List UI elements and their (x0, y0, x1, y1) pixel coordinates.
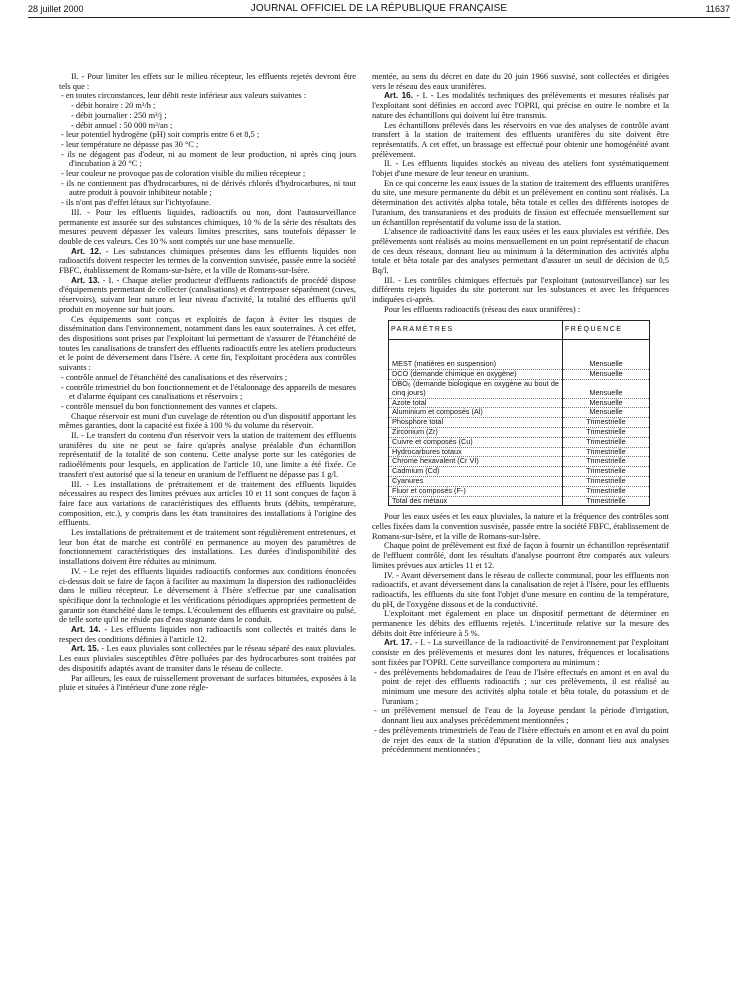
limits-list (59, 91, 356, 207)
paragraph: En ce qui concerne les eaux issues de la station de traitement des effluents uranifères du site, une mesure permanente du débit et un prélèvement en continu sont réalisés. La détermination des activités alpha totale, bêta totale et celles des différents isotopes de l'uranium, des transuraniens et des produits de fission est effectuée mensuellement sur un échantillon représentatif du volume issu de la station. (372, 178, 669, 227)
paragraph: Chaque réservoir est muni d'un cuvelage de rétention ou d'un dispositif apportant les mêmes garanties, dont la capacité est fixée à 100 % du volume du réservoir. (59, 411, 356, 431)
parameters-table (388, 320, 650, 507)
frequency-cell: Trimestrielle (563, 437, 650, 447)
list-item: - en toutes circonstances, leur débit reste inférieur aux valeurs suivantes : (61, 91, 307, 101)
parameter-cell: DCO (demande chimique en oxygène) (389, 370, 563, 380)
list-item: - débit horaire : 20 m³/h ; (71, 101, 156, 111)
list-item: - contrôle trimestriel du bon fonctionnement et de l'étalonnage des appareils de mesures et d'alarme équipant ces canalisations et réservoirs ; (61, 382, 356, 402)
frequency-cell: Mensuelle (563, 370, 650, 380)
parameter-cell: Hydrocarbures totaux (389, 447, 563, 457)
table-row (389, 486, 650, 496)
article-text: - I. - Chaque atelier producteur d'effluents radioactifs de procédé dispose d'équipements permettant de collecter (canalisations) et d'entreposer séparément (cuves, réservoirs), suivant leur nature et leur niveau d'activité, la totalité des effluents qu'il produit en moyenne sur huit jours. (59, 275, 356, 314)
list-item: - contrôle annuel de l'étanchéité des canalisations et des réservoirs ; (61, 372, 288, 382)
article-14 (59, 625, 356, 644)
paragraph: mentée, au sens du décret en date du 20 juin 1966 susvisé, sont collectées et dirigées vers le réseau des eaux uranifères. (372, 72, 669, 91)
paragraph: II. - Le transfert du contenu d'un réservoir vers la station de traitement des effluents uranifères du site ne peut se faire qu'après analyse préalable d'un échantillon représentatif de la totalité de son contenu. Cette analyse porte sur les catégories de radioéléments pour lesquels, en application de l'article 10, une limite a été fixée. Ce transfert n'est autorisé que si la teneur en uranium de l'effluent ne dépasse pas 1 g/l. (59, 431, 356, 479)
article-text: - I. - Les modalités techniques des prélèvements et mesures réalisés par l'exploitant sont définies en accord avec l'OPRI, qui précise en outre le nombre et la nature des échantillons qui doivent lui être transmis. (372, 91, 669, 120)
frequency-cell: Trimestrielle (563, 418, 650, 428)
paragraph: Les installations de prétraitement et de traitement sont régulièrement entretenues, et leur bon état de marche est contrôlé en permanence au moyen des paramètres de fonctionnement caractéristiques des installations. Les durées d'indisponibilité des installations doivent être réduites au minimum. (59, 528, 356, 567)
table-row (389, 476, 650, 486)
frequency-cell: Trimestrielle (563, 457, 650, 467)
article-label: Art. 16. (384, 91, 413, 101)
article-text: - Les eaux pluviales sont collectées par le réseau séparé des eaux pluviales. Les eaux pluviales susceptibles d'être polluées par des hydrocarbures sont traitées par des dispositifs adaptés avant de transiter dans le réseau de collecte. (59, 644, 356, 673)
issue-date: 28 juillet 2000 (28, 4, 84, 14)
surveillance-list (372, 668, 669, 755)
article-label: Art. 12. (71, 246, 102, 256)
paragraph: L'exploitant met également en place un dispositif permettant de déterminer en permanence les débits des effluents rejetés. L'incertitude relative sur la mesure des débits doit être inférieure à 5 %. (372, 609, 669, 638)
journal-title: JOURNAL OFFICIEL DE LA RÉPUBLIQUE FRANÇAISE (250, 3, 508, 14)
table-row (389, 418, 650, 428)
left-column (59, 72, 356, 693)
paragraph: Les échantillons prélevés dans les réservoirs en vue des analyses de contrôle avant transfert à la station de traitement des effluents uranifères du site doivent être représentatifs. A cet effet, un brassage est effectué pour obtenir une homogénéité avant prélèvement. (372, 120, 669, 159)
article-text: - Les substances chimiques présentes dans les effluents liquides non radioactifs doivent respecter les termes de la convention susvisée, passée entre la société FBFC, établissement de Romans-sur-Isère, et la ville de Romans-sur-Isère. (59, 246, 357, 276)
article-text: - I. - La surveillance de la radioactivité de l'environnement par l'exploitant consiste en des prélèvements et mesures dont les natures, fréquences et localisations sont fixées par l'OPRI. Cette surveillance comportera au minimum : (372, 638, 669, 667)
list-item: - ils ne contiennent pas d'hydrocarbures, ni de dérivés chlorés d'hydrocarbures, ni tout autre produit à pouvoir inhibiteur notable ; (61, 178, 356, 198)
article-label: Art. 15. (71, 644, 99, 654)
article-label: Art. 17. (384, 638, 413, 648)
paragraph: III. - Les contrôles chimiques effectués par l'exploitant (autosurveillance) sur les différents rejets liquides du site porteront sur les substances et avec les fréquences indiquées ci-après. (372, 275, 669, 305)
table-row (389, 379, 650, 398)
table-header-row (389, 320, 650, 340)
frequency-cell: Trimestrielle (563, 476, 650, 486)
frequency-cell: Trimestrielle (563, 447, 650, 457)
parameter-cell: MEST (matières en suspension) (389, 340, 563, 370)
list-item: - un prélèvement mensuel de l'eau de la Joyeuse pendant la période d'irrigation, donnant lieu aux analyses précédemment mentionnées ; (374, 706, 669, 726)
table-row (389, 370, 650, 380)
list-item: - débit journalier : 250 m³/j ; (71, 110, 167, 120)
paragraph: II. - Pour limiter les effets sur le milieu récepteur, les effluents rejetés devront être tels que : (59, 72, 356, 91)
list-item: - des prélèvements hebdomadaires de l'eau de l'Isère effectués en amont et en aval du point de rejet des effluents radioactifs ; sur ces prélèvements, il est réalisé au minimum une mesure des activités alpha totale et bêta totale, du potassium et de l'uranium ; (374, 667, 669, 706)
article-13 (59, 276, 356, 315)
article-text: - Les effluents liquides non radioactifs sont collectés et traités dans le respect des conditions définies à l'article 12. (59, 625, 356, 644)
parameter-cell: Zirconium (Zr) (389, 427, 563, 437)
table-row (389, 467, 650, 477)
list-item: - débit annuel : 50 000 m³/an ; (71, 120, 173, 130)
paragraph: Par ailleurs, les eaux de ruissellement provenant de surfaces bitumées, exposées à la pluie et situées à l'intérieur d'une zone régle- (59, 673, 356, 693)
table-row (389, 437, 650, 447)
article-16 (372, 91, 669, 120)
page-header (28, 3, 730, 17)
table-row (389, 496, 650, 506)
parameter-cell: DBO₅ (demande biologique en oxygène au bout de cinq jours) (389, 379, 563, 398)
parameter-cell: Fluor et composés (F-) (389, 486, 563, 496)
parameter-cell: Azote total (389, 398, 563, 408)
parameter-cell: Aluminium et composés (Al) (389, 408, 563, 418)
frequency-cell: Mensuelle (563, 398, 650, 408)
controls-list (59, 373, 356, 412)
paragraph: IV. - Le rejet des effluents liquides radioactifs conformes aux conditions énoncées ci-dessus doit se faire de façon à faciliter au maximum la dispersion des radionucléides dans le milieu récepteur. Le déversement à l'Isère s'effectue par une canalisation spécifique dont la technologie et les vérifications périodiques appropriées permettent de garantir son étanchéité dans le temps. L'écoulement des effluents est gravitaire ou pulsé, de telle sorte qu'il ne réside pas d'eau stagnante dans le conduit. (59, 566, 356, 625)
list-item: - contrôle mensuel du bon fonctionnement des vannes et clapets. (61, 401, 278, 411)
column-header-frequency: FRÉQUENCE (563, 320, 650, 340)
frequency-cell: Trimestrielle (563, 427, 650, 437)
paragraph: Pour les effluents radioactifs (réseau des eaux uranifères) : (384, 304, 581, 314)
frequency-cell: Mensuelle (563, 340, 650, 370)
paragraph: Chaque point de prélèvement est fixé de façon à fournir un échantillon représentatif de l'effluent contrôlé, dont les résultats d'analyse pourront être comparés aux valeurs limites prévues aux articles 11 et 12. (372, 541, 669, 570)
article-label: Art. 13. (71, 275, 100, 285)
paragraph: IV. - Avant déversement dans le réseau de collecte communal, pour les effluents non radioactifs, et avant déversement dans la canalisation de rejet à l'Isère, pour les effluents radioactifs, les effluents du site font l'objet d'une mesure en continu de la température, du pH, de l'oxygène dissous et de la conductivité. (372, 570, 669, 609)
parameter-cell: Cuivre et composés (Cu) (389, 437, 563, 447)
list-item: - leur couleur ne provoque pas de coloration visible du milieu récepteur ; (61, 169, 306, 179)
article-12 (59, 247, 356, 276)
parameter-cell: Phosphore total (389, 418, 563, 428)
right-column (372, 72, 669, 755)
frequency-cell: Trimestrielle (563, 486, 650, 496)
list-item: - des prélèvements trimestriels de l'eau de l'Isère effectués en amont et en aval du point de rejet des eaux de la station d'épuration de la ville, donnant lieu aux analyses précédemment mentionnées ; (374, 725, 669, 755)
list-item: - leur potentiel hydrogène (pH) soit compris entre 6 et 8,5 ; (61, 130, 260, 140)
paragraph: Pour les eaux usées et les eaux pluviales, la nature et la fréquence des contrôles sont celles fixées dans la convention susvisée, passée entre la société FBFC, établissement de Romans-sur-Isère, et la ville de Romans-sur-Isère. (372, 512, 669, 541)
parameter-cell: Cyanures (389, 476, 563, 486)
frequency-cell: Trimestrielle (563, 496, 650, 506)
article-15 (59, 644, 356, 673)
parameter-cell: Cadmium (Cd) (389, 467, 563, 477)
header-rule (28, 17, 730, 18)
table-row (389, 427, 650, 437)
parameter-cell: Total des métaux (389, 496, 563, 506)
page-number: 11637 (705, 4, 730, 14)
frequency-cell: Mensuelle (563, 408, 650, 418)
article-17 (372, 638, 669, 667)
paragraph: III. - Pour les effluents liquides, radioactifs ou non, dont l'autosurveillance permanente est assurée sur des substances chimiques, 10 % de la série des résultats des mesures peuvent dépasser les valeurs limites prescrites, sans toutefois dépasser le double de ces valeurs. Ces 10 % sont comptés sur une base mensuelle. (59, 207, 356, 246)
paragraph: II. - Les effluents liquides stockés au niveau des ateliers font systématiquement l'objet d'une mesure de leur teneur en uranium. (372, 159, 669, 179)
column-header-parameters: PARAMÈTRES (389, 320, 563, 340)
paragraph: Ces équipements sont conçus et exploités de façon à éviter les risques de dissémination dans l'environnement, notamment dans les eaux souterraines. À cet effet, des dispositions sont prises par l'exploitant lui permettant de s'assurer de l'étanchéité de toutes les canalisations de transfert des effluents radioactifs entre les ateliers producteurs et le point de déversement dans l'Isère. A cette fin, l'exploitant procèdera aux contrôles suivants : (59, 314, 356, 373)
list-item: - leur température ne dépasse pas 30 °C ; (61, 139, 199, 149)
article-label: Art. 14. (71, 625, 101, 635)
paragraph: III. - Les installations de prétraitement et de traitement des effluents liquides nécessaires au respect des limites prévues aux articles 10 et 11 sont conçues de façon à faire face aux variations de caractéristiques des effluents bruts (débits, température, composition, etc.), y compris dans les états transitoires des installations à l'origine des effluents. (59, 479, 356, 528)
frequency-cell: Mensuelle (563, 379, 650, 398)
list-item: - ils ne dégagent pas d'odeur, ni au moment de leur production, ni après cinq jours d'incubation à 20 °C ; (61, 149, 356, 169)
frequency-cell: Trimestrielle (563, 467, 650, 477)
list-item: - ils n'ont pas d'effet létaux sur l'ichtyofaune. (61, 198, 211, 208)
parameter-cell: Chrome hexavalent (Cr VI) (389, 457, 563, 467)
paragraph: L'absence de radioactivité dans les eaux usées et les eaux pluviales est vérifiée. Des prélèvements sont réalisés au moins mensuellement en un point représentatif de chacun de ces deux réseaux, donnant lieu au minimum à la détermination des activités alpha totale et bêta totale par des analyses permettant d'assurer un seuil de décision de 0,5 Bq/l. (372, 227, 669, 276)
table-row (389, 340, 650, 370)
